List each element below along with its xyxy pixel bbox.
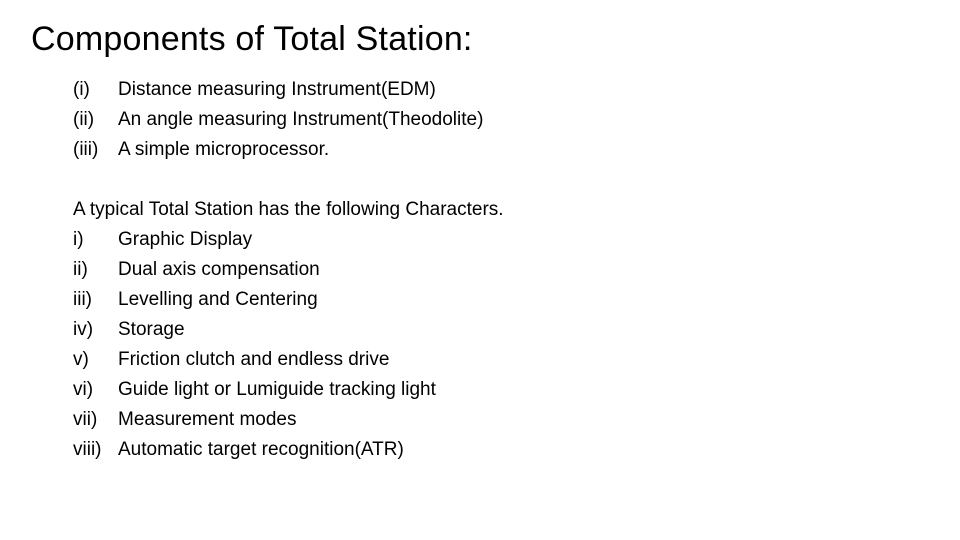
characters-intro: A typical Total Station has the following Characters. — [73, 199, 504, 220]
list-item-text: Friction clutch and endless drive — [118, 349, 390, 370]
list-item — [73, 105, 483, 135]
list-item-text: Levelling and Centering — [118, 289, 318, 310]
list-item-text: An angle measuring Instrument(Theodolite) — [118, 109, 484, 130]
list-marker: (ii) — [73, 109, 95, 130]
list-marker: ii) — [73, 259, 88, 280]
list-marker: v) — [73, 349, 89, 370]
list-marker: (iii) — [73, 139, 99, 160]
list-marker: iv) — [73, 319, 94, 340]
list-item — [73, 405, 436, 435]
list-marker: iii) — [73, 289, 92, 310]
list-item-text: Storage — [118, 319, 185, 340]
list-item — [73, 345, 436, 375]
list-marker: vii) — [73, 409, 98, 430]
list-item-text: Measurement modes — [118, 409, 297, 430]
list-marker: vi) — [73, 379, 94, 400]
slide-title: Components of Total Station: — [31, 20, 473, 58]
list-item — [73, 315, 436, 345]
list-item-text: Guide light or Lumiguide tracking light — [118, 379, 436, 400]
list-item — [73, 75, 483, 105]
list-marker: viii) — [73, 439, 102, 460]
list-item-text: Distance measuring Instrument(EDM) — [118, 79, 436, 100]
list-item — [73, 285, 436, 315]
list-item — [73, 375, 436, 405]
list-item — [73, 255, 436, 285]
list-item-text: Graphic Display — [118, 229, 253, 250]
list-item — [73, 135, 483, 165]
list-item — [73, 435, 436, 465]
list-item — [73, 225, 436, 255]
components-list — [73, 75, 483, 165]
list-item-text: Automatic target recognition(ATR) — [118, 439, 404, 460]
characters-list — [73, 225, 436, 465]
list-marker: i) — [73, 229, 84, 250]
list-item-text: Dual axis compensation — [118, 259, 320, 280]
list-item-text: A simple microprocessor. — [118, 139, 330, 160]
list-marker: (i) — [73, 79, 90, 100]
